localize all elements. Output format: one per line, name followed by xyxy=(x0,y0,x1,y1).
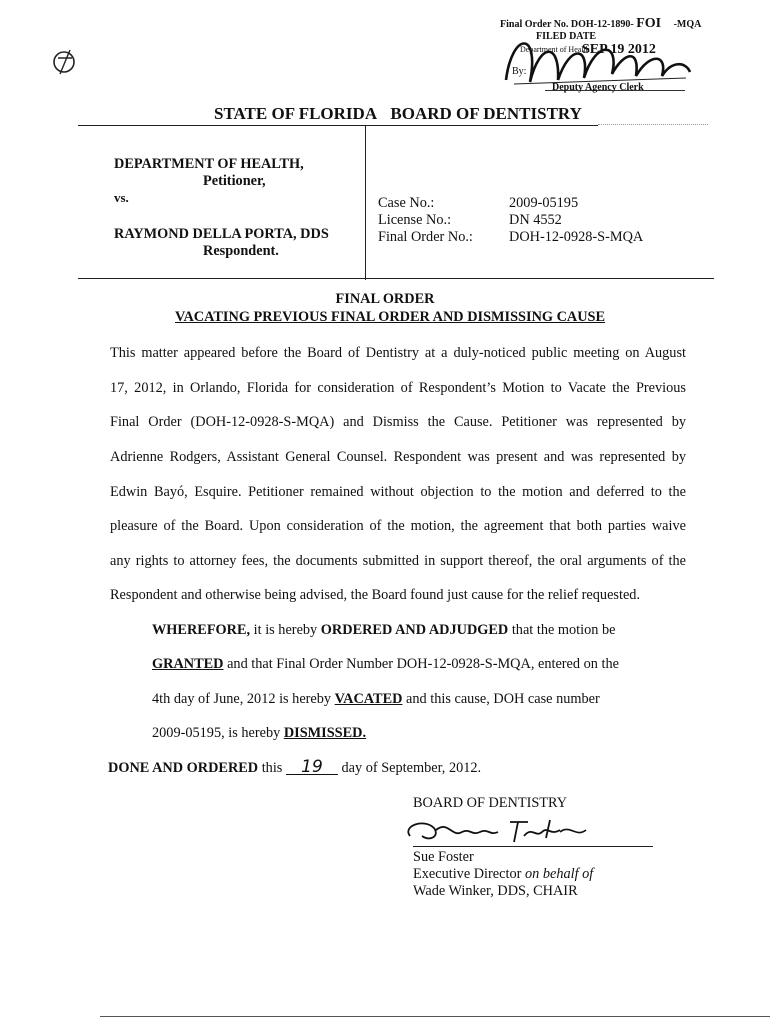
body-line: pleasure of the Board. Upon consideration of the motion, the agreement that both parties waive xyxy=(110,518,686,534)
case-no-value: 2009-05195 xyxy=(509,195,579,211)
body-line: 17, 2012, in Orlando, Florida for consideration of Respondent’s Motion to Vacate the Previous xyxy=(110,380,686,396)
stamp-filed-label: FILED DATE xyxy=(536,31,597,42)
body-line: Adrienne Rodgers, Assistant General Counsel. Respondent was present and was represented by xyxy=(110,449,686,465)
header-board: BOARD OF DENTISTRY xyxy=(390,104,582,123)
header-state: STATE OF FLORIDA xyxy=(214,104,377,123)
body-line: Respondent and otherwise being advised, the Board found just cause for the relief requested. xyxy=(110,587,641,603)
wherefore-line-3: 4th day of June, 2012 is hereby VACATED and this cause, DOH case number xyxy=(152,691,600,707)
stamp-by-label: By: xyxy=(512,66,527,77)
signature-board: BOARD OF DENTISTRY xyxy=(413,795,568,811)
signer-title: Executive Director on behalf of xyxy=(413,866,594,882)
clerk-signature xyxy=(500,22,700,90)
final-order-no-label: Final Order No.: xyxy=(378,229,473,245)
wherefore-line-4: 2009-05195, is hereby DISMISSED. xyxy=(152,725,367,741)
margin-mark xyxy=(50,44,80,78)
final-order-no-value: DOH-12-0928-S-MQA xyxy=(509,229,644,245)
versus-label: vs. xyxy=(114,190,129,205)
stamp-final-order-no: Final Order No. DOH-12-1890- FOI -MQA xyxy=(500,16,702,31)
order-subtitle: VACATING PREVIOUS FINAL ORDER AND DISMISSING CAUSE xyxy=(175,309,606,325)
petitioner-role: Petitioner, xyxy=(203,173,266,189)
page-header xyxy=(214,104,582,124)
executive-signature xyxy=(400,808,660,850)
done-and-ordered: DONE AND ORDERED this 19 day of September, 2012. xyxy=(108,757,482,777)
case-no-label: Case No.: xyxy=(378,195,435,211)
stamp-dept-label: Department of Health xyxy=(520,45,590,54)
signature-line xyxy=(413,846,653,847)
body-line: any rights to attorney fees, the documents submitted in support thereof, the oral arguments of the xyxy=(110,553,686,569)
scan-edge xyxy=(100,1016,770,1017)
petitioner-name: DEPARTMENT OF HEALTH, xyxy=(114,156,304,172)
caption-bottom-rule xyxy=(78,278,714,279)
body-line: Edwin Bayó, Esquire. Petitioner remained without objection to the motion and deferred to the xyxy=(110,484,686,500)
stamp-clerk-title: Deputy Agency Clerk xyxy=(552,82,644,93)
respondent-name: RAYMOND DELLA PORTA, DDS xyxy=(114,226,329,242)
respondent-role: Respondent. xyxy=(203,243,279,259)
header-rule xyxy=(78,125,598,126)
caption-divider xyxy=(365,126,366,280)
body-line: This matter appeared before the Board of Dentistry at a duly-noticed public meeting on August xyxy=(110,345,686,361)
done-day-handwritten: 19 xyxy=(286,760,338,775)
wherefore-line-2: GRANTED and that Final Order Number DOH-12-0928-S-MQA, entered on the xyxy=(152,656,619,672)
license-no-label: License No.: xyxy=(378,212,452,228)
signer-name: Sue Foster xyxy=(413,849,474,865)
body-line: Final Order (DOH-12-0928-S-MQA) and Dismiss the Cause. Petitioner was represented by xyxy=(110,414,686,430)
signer-chair: Wade Winker, DDS, CHAIR xyxy=(413,883,578,899)
header-rule-faint xyxy=(598,124,708,126)
license-no-value: DN 4552 xyxy=(509,212,562,228)
order-title: FINAL ORDER xyxy=(335,291,435,307)
stamp-filed-date: SEP 19 2012 xyxy=(582,42,656,57)
wherefore-line-1: WHEREFORE, it is hereby ORDERED AND ADJUDGED that the motion be xyxy=(152,622,616,638)
